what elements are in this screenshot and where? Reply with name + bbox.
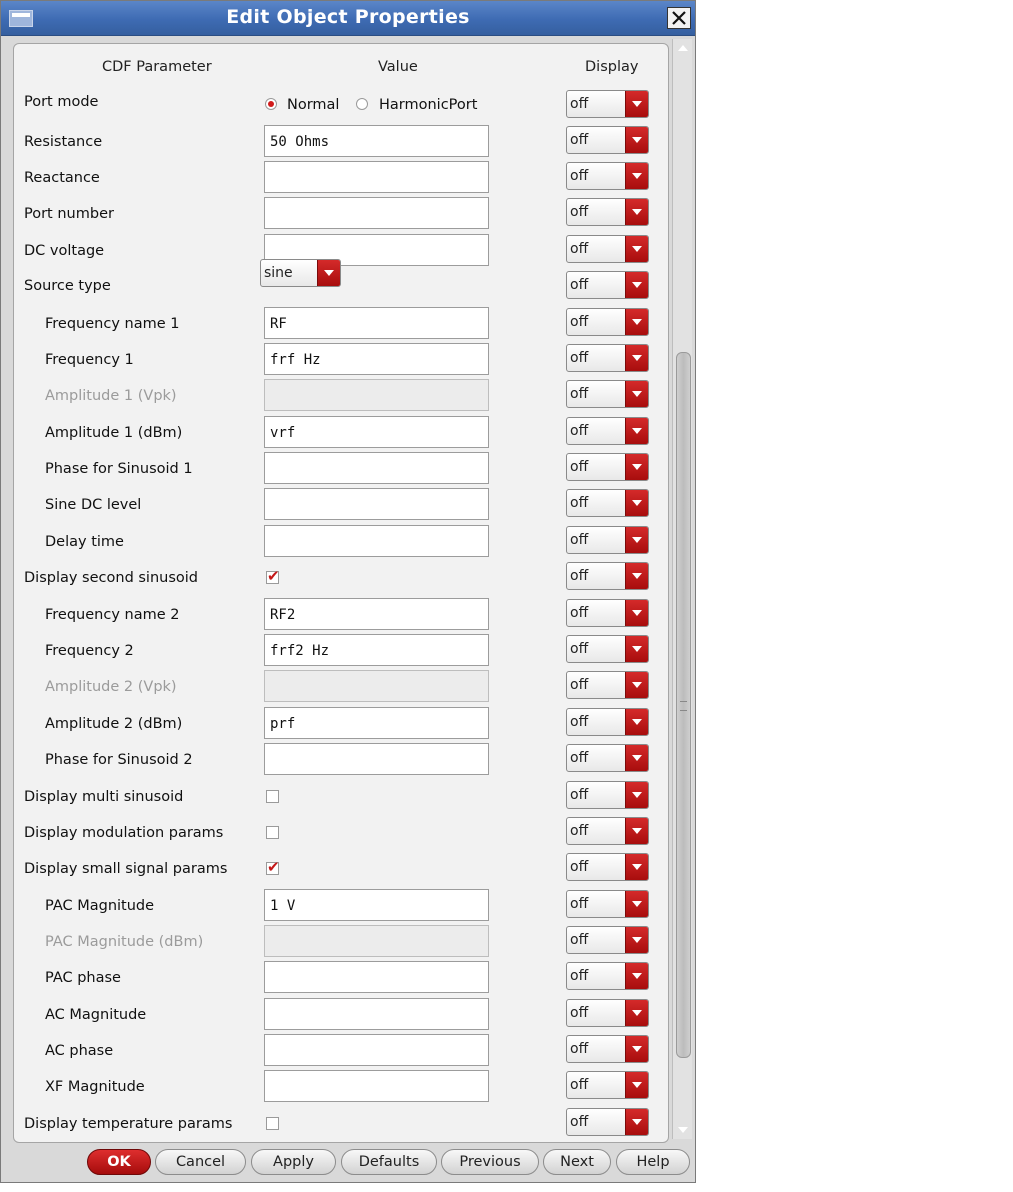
display-select[interactable]: off	[566, 1071, 649, 1099]
param-label: Sine DC level	[45, 497, 142, 513]
display-multi-sinusoid-checkbox[interactable]	[266, 790, 279, 803]
dropdown-arrow-icon	[625, 891, 648, 917]
apply-button[interactable]: Apply	[251, 1149, 336, 1175]
param-label: PAC phase	[45, 970, 121, 986]
display-select[interactable]: off	[566, 198, 649, 226]
param-label: AC phase	[45, 1043, 114, 1059]
param-label: PAC Magnitude	[45, 898, 155, 914]
dropdown-arrow-icon	[625, 563, 648, 589]
param-label: Resistance	[24, 134, 103, 150]
dropdown-arrow-icon	[625, 454, 648, 480]
display-select[interactable]: off	[566, 308, 649, 336]
pac-magnitude-dbm-input	[264, 925, 489, 957]
param-label: Phase for Sinusoid 1	[45, 461, 193, 477]
display-select[interactable]: off	[566, 271, 649, 299]
dropdown-arrow-icon	[625, 91, 648, 117]
close-icon	[671, 10, 687, 26]
param-label: DC voltage	[24, 243, 105, 259]
param-label: Amplitude 1 (Vpk)	[45, 388, 177, 404]
dropdown-arrow-icon	[625, 1000, 648, 1026]
dropdown-arrow-icon	[625, 709, 648, 735]
delay-time-input[interactable]	[264, 525, 489, 557]
display-select[interactable]: off	[566, 781, 649, 809]
frequency-2-input[interactable]: frf2 Hz	[264, 634, 489, 666]
vertical-scrollbar[interactable]	[672, 39, 692, 1139]
radio-harmonicport-label: HarmonicPort	[379, 97, 478, 113]
amplitude-2-vpk-input	[264, 670, 489, 702]
display-select[interactable]: off	[566, 380, 649, 408]
amplitude-2-dbm-input[interactable]: prf	[264, 707, 489, 739]
resistance-input[interactable]: 50 Ohms	[264, 125, 489, 157]
phase-sinusoid-2-input[interactable]	[264, 743, 489, 775]
button-bar	[1, 1147, 695, 1179]
dropdown-arrow-icon	[625, 854, 648, 880]
param-label: Display second sinusoid	[24, 570, 198, 586]
display-select[interactable]: off	[566, 999, 649, 1027]
cancel-button[interactable]: Cancel	[155, 1149, 246, 1175]
display-select[interactable]: off	[566, 235, 649, 263]
param-label: Source type	[24, 278, 111, 294]
dropdown-arrow-icon	[625, 490, 648, 516]
display-small-signal-params-checkbox[interactable]	[266, 862, 279, 875]
display-select[interactable]: off	[566, 926, 649, 954]
display-select[interactable]: off	[566, 708, 649, 736]
display-select[interactable]: off	[566, 671, 649, 699]
reactance-input[interactable]	[264, 161, 489, 193]
param-label: Amplitude 2 (dBm)	[45, 716, 183, 732]
display-temperature-params-checkbox[interactable]	[266, 1117, 279, 1130]
param-label: Display multi sinusoid	[24, 789, 184, 805]
display-select[interactable]: off	[566, 1108, 649, 1136]
amplitude-1-dbm-input[interactable]: vrf	[264, 416, 489, 448]
ac-magnitude-input[interactable]	[264, 998, 489, 1030]
param-label: Reactance	[24, 170, 100, 186]
dropdown-arrow-icon	[625, 236, 648, 262]
param-label: Frequency 1	[45, 352, 134, 368]
display-modulation-params-checkbox[interactable]	[266, 826, 279, 839]
param-label: Display modulation params	[24, 825, 224, 841]
radio-normal[interactable]	[265, 98, 277, 110]
param-label: Frequency name 2	[45, 607, 180, 623]
display-select[interactable]: off	[566, 162, 649, 190]
dropdown-arrow-icon	[625, 1072, 648, 1098]
display-select[interactable]: off	[566, 489, 649, 517]
dropdown-arrow-icon	[625, 600, 648, 626]
header-cdf-parameter: CDF Parameter	[102, 59, 212, 75]
frequency-name-1-input[interactable]: RF	[264, 307, 489, 339]
param-label: AC Magnitude	[45, 1007, 147, 1023]
param-label: Delay time	[45, 534, 124, 550]
dropdown-arrow-icon	[625, 818, 648, 844]
dropdown-arrow-icon	[625, 527, 648, 553]
display-select[interactable]: off	[566, 90, 649, 118]
param-label: PAC Magnitude (dBm)	[45, 934, 204, 950]
ok-button[interactable]: OK	[87, 1149, 151, 1175]
header-display: Display	[585, 59, 639, 75]
frequency-name-2-input[interactable]: RF2	[264, 598, 489, 630]
param-label: Frequency 2	[45, 643, 134, 659]
dropdown-arrow-icon	[625, 272, 648, 298]
display-select[interactable]: off	[566, 817, 649, 845]
header-value: Value	[378, 59, 418, 75]
xf-magnitude-input[interactable]	[264, 1070, 489, 1102]
pac-magnitude-input[interactable]: 1 V	[264, 889, 489, 921]
radio-normal-label: Normal	[287, 97, 340, 113]
dropdown-arrow-icon	[317, 260, 340, 286]
param-label: Port mode	[24, 94, 99, 110]
dropdown-arrow-icon	[625, 636, 648, 662]
dropdown-arrow-icon	[625, 381, 648, 407]
help-button[interactable]: Help	[616, 1149, 690, 1175]
param-label: Amplitude 2 (Vpk)	[45, 679, 177, 695]
dropdown-arrow-icon	[625, 745, 648, 771]
display-select[interactable]: off	[566, 890, 649, 918]
previous-button[interactable]: Previous	[441, 1149, 539, 1175]
frequency-1-input[interactable]: frf Hz	[264, 343, 489, 375]
close-button[interactable]	[667, 7, 691, 29]
display-select[interactable]: off	[566, 599, 649, 627]
display-select[interactable]: off	[566, 344, 649, 372]
window-title: Edit Object Properties	[226, 6, 470, 28]
display-select[interactable]: off	[566, 635, 649, 663]
radio-harmonicport[interactable]	[356, 98, 368, 110]
dropdown-arrow-icon	[625, 199, 648, 225]
source-type-select[interactable]: sine	[260, 259, 341, 287]
param-label: XF Magnitude	[45, 1079, 145, 1095]
display-select[interactable]: off	[566, 962, 649, 990]
dropdown-arrow-icon	[625, 309, 648, 335]
param-label: Frequency name 1	[45, 316, 180, 332]
port-number-input[interactable]	[264, 197, 489, 229]
dropdown-arrow-icon	[625, 672, 648, 698]
sine-dc-level-input[interactable]	[264, 488, 489, 520]
display-select[interactable]: off	[566, 744, 649, 772]
dropdown-arrow-icon	[625, 1109, 648, 1135]
grip-icon	[680, 701, 687, 711]
defaults-button[interactable]: Defaults	[341, 1149, 437, 1175]
display-select[interactable]: off	[566, 526, 649, 554]
display-select[interactable]: off	[566, 126, 649, 154]
param-label: Phase for Sinusoid 2	[45, 752, 193, 768]
dropdown-arrow-icon	[625, 345, 648, 371]
amplitude-1-vpk-input	[264, 379, 489, 411]
phase-sinusoid-1-input[interactable]	[264, 452, 489, 484]
display-select[interactable]: off	[566, 1035, 649, 1063]
pac-phase-input[interactable]	[264, 961, 489, 993]
display-second-sinusoid-checkbox[interactable]	[266, 571, 279, 584]
title-bar[interactable]	[1, 1, 695, 36]
dropdown-arrow-icon	[625, 1036, 648, 1062]
display-select[interactable]: off	[566, 453, 649, 481]
param-label: Display temperature params	[24, 1116, 233, 1132]
dropdown-arrow-icon	[625, 127, 648, 153]
display-select[interactable]: off	[566, 853, 649, 881]
window-menu-icon[interactable]	[9, 10, 33, 27]
scroll-up-icon[interactable]	[675, 41, 691, 55]
dropdown-arrow-icon	[625, 782, 648, 808]
scrollbar-thumb[interactable]	[676, 352, 691, 1058]
dropdown-arrow-icon	[625, 963, 648, 989]
scroll-down-icon[interactable]	[675, 1123, 691, 1137]
dropdown-arrow-icon	[625, 927, 648, 953]
ac-phase-input[interactable]	[264, 1034, 489, 1066]
display-select[interactable]: off	[566, 417, 649, 445]
param-label: Display small signal params	[24, 861, 228, 877]
next-button[interactable]: Next	[543, 1149, 611, 1175]
dropdown-arrow-icon	[625, 418, 648, 444]
param-label: Amplitude 1 (dBm)	[45, 425, 183, 441]
param-label: Port number	[24, 206, 114, 222]
display-select[interactable]: off	[566, 562, 649, 590]
dropdown-arrow-icon	[625, 163, 648, 189]
